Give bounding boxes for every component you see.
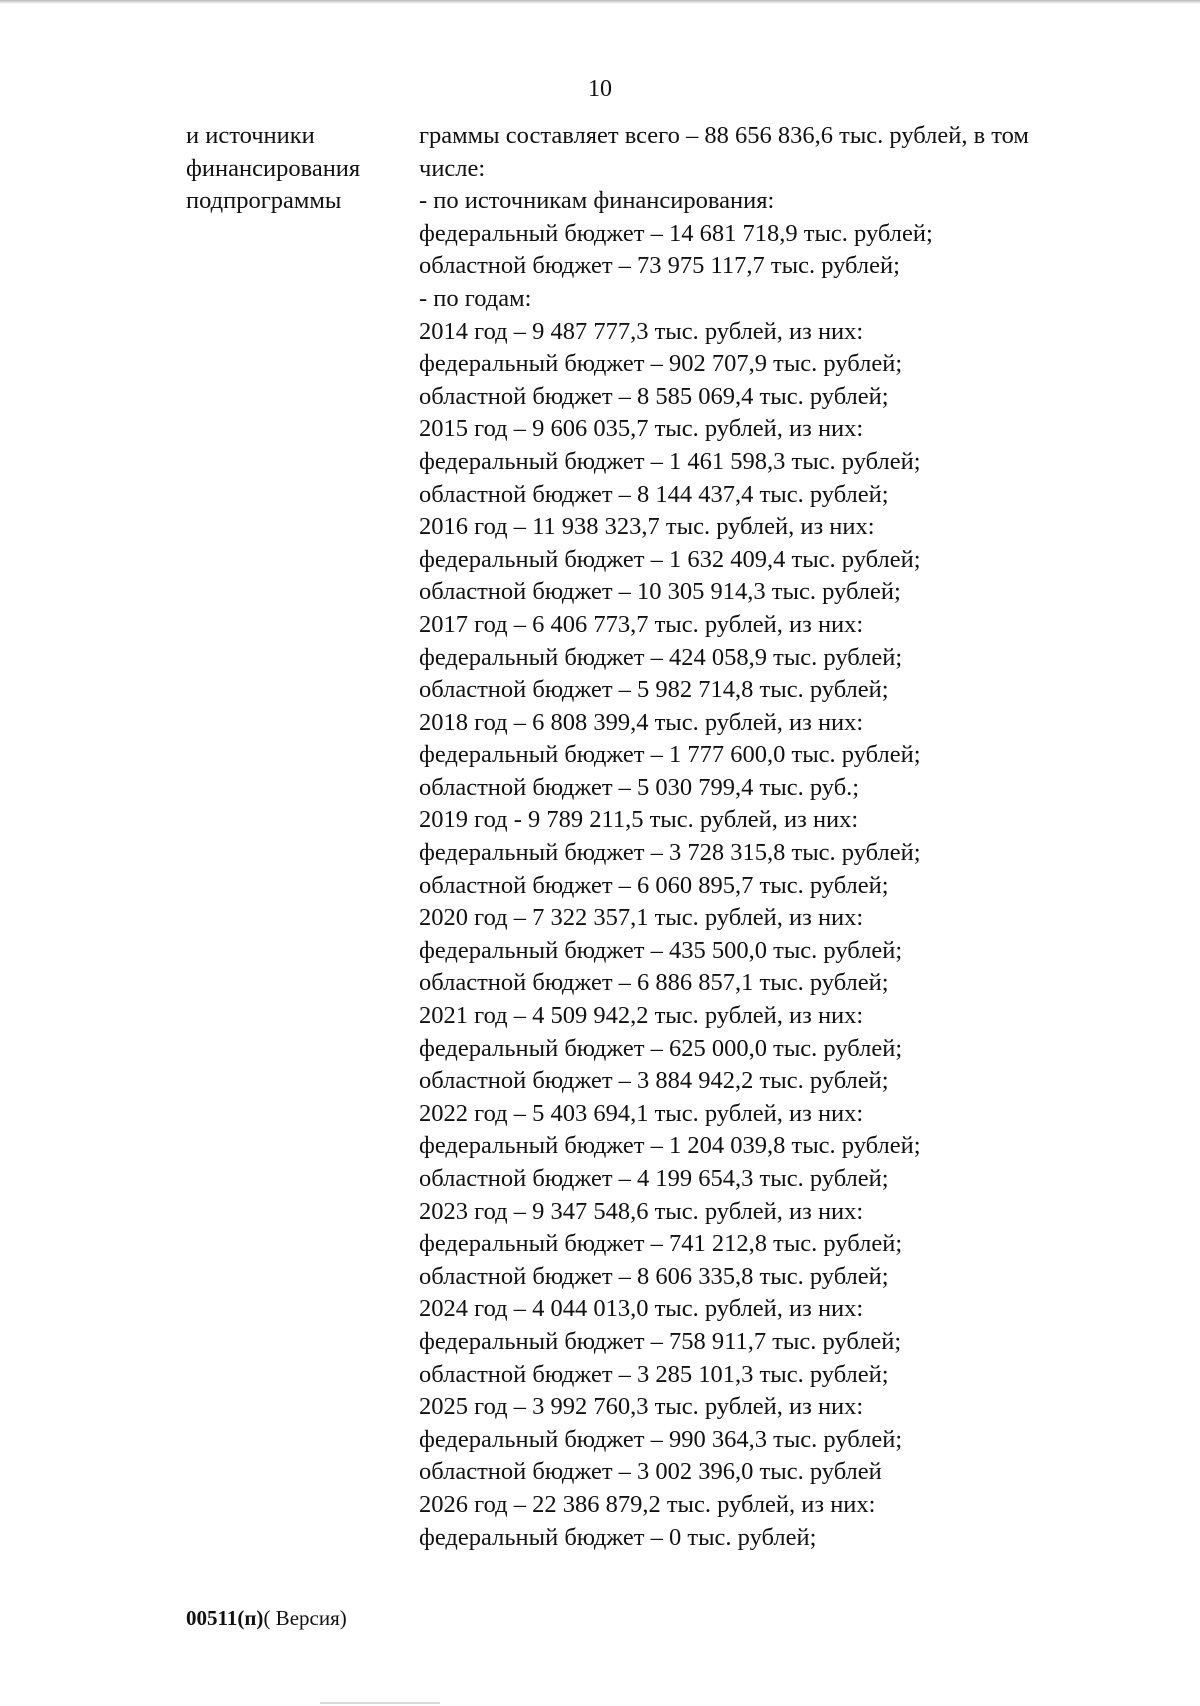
section-label-line: подпрограммы <box>186 187 342 215</box>
financing-line: областной бюджет – 4 199 654,3 тыс. рублей; <box>419 1165 889 1192</box>
financing-line: 2019 год - 9 789 211,5 тыс. рублей, из них: <box>419 806 859 834</box>
financing-line: федеральный бюджет – 424 058,9 тыс. рублей; <box>419 643 903 671</box>
financing-line: 2024 год – 4 044 013,0 тыс. рублей, из них: <box>419 1295 864 1323</box>
section-label-line: финансирования <box>186 154 361 182</box>
document-footer <box>186 1604 347 1632</box>
section-label-column <box>186 120 416 218</box>
scan-top-edge <box>0 0 1200 4</box>
financing-line: 2025 год – 3 992 760,3 тыс. рублей, из них: <box>419 1393 864 1421</box>
financing-line: областной бюджет – 5 982 714,8 тыс. рублей; <box>419 676 889 704</box>
financing-line: федеральный бюджет – 1 632 409,4 тыс. рублей; <box>419 545 921 573</box>
financing-line: - по источникам финансирования: <box>419 187 775 215</box>
financing-line: 2014 год – 9 487 777,3 тыс. рублей, из них: <box>419 317 864 345</box>
financing-line: федеральный бюджет – 1 204 039,8 тыс. рублей; <box>419 1132 921 1160</box>
financing-line: федеральный бюджет – 14 681 718,9 тыс. рублей; <box>419 219 933 247</box>
page-number: 10 <box>588 76 612 102</box>
financing-line: областной бюджет – 8 144 437,4 тыс. рублей; <box>419 480 889 508</box>
financing-line: областной бюджет – 8 585 069,4 тыс. рублей; <box>419 382 889 410</box>
financing-line: областной бюджет – 3 884 942,2 тыс. рублей; <box>419 1067 889 1095</box>
financing-line: областной бюджет – 8 606 335,8 тыс. рублей; <box>419 1262 889 1290</box>
financing-line: федеральный бюджет – 435 500,0 тыс. рублей; <box>419 936 903 964</box>
financing-line: 2016 год – 11 938 323,7 тыс. рублей, из них: <box>419 513 875 541</box>
financing-line: 2021 год – 4 509 942,2 тыс. рублей, из них: <box>419 1002 864 1030</box>
financing-line: областной бюджет – 3 285 101,3 тыс. рублей; <box>419 1360 889 1388</box>
financing-line: 2017 год – 6 406 773,7 тыс. рублей, из них: <box>419 610 864 638</box>
financing-line: федеральный бюджет – 0 тыс. рублей; <box>419 1523 817 1551</box>
section-label-line: и источники <box>186 122 315 149</box>
financing-line: 2018 год – 6 808 399,4 тыс. рублей, из них: <box>419 708 864 736</box>
financing-line: 2023 год – 9 347 548,6 тыс. рублей, из них: <box>419 1197 864 1225</box>
scan-bottom-edge <box>320 1702 440 1704</box>
financing-line: федеральный бюджет – 1 461 598,3 тыс. рублей; <box>419 447 921 475</box>
financing-details-column <box>419 120 1159 1554</box>
financing-line: областной бюджет – 6 886 857,1 тыс. рублей; <box>419 969 889 997</box>
financing-line: 2015 год – 9 606 035,7 тыс. рублей, из них: <box>419 415 864 443</box>
document-code: 00511(п) <box>186 1606 264 1630</box>
financing-line: федеральный бюджет – 3 728 315,8 тыс. рублей; <box>419 839 921 867</box>
financing-line: федеральный бюджет – 1 777 600,0 тыс. рублей; <box>419 741 921 769</box>
financing-line: областной бюджет – 73 975 117,7 тыс. рублей; <box>419 252 900 280</box>
financing-line: областной бюджет – 6 060 895,7 тыс. рублей; <box>419 871 889 899</box>
financing-line: федеральный бюджет – 990 364,3 тыс. рублей; <box>419 1425 903 1453</box>
financing-line: граммы составляет всего – 88 656 836,6 тыс. рублей, в том <box>419 122 1029 149</box>
financing-line: 2022 год – 5 403 694,1 тыс. рублей, из них: <box>419 1099 864 1127</box>
document-version-label: ( Версия) <box>263 1606 347 1630</box>
financing-line: числе: <box>419 154 486 182</box>
financing-line: федеральный бюджет – 625 000,0 тыс. рублей; <box>419 1034 903 1062</box>
financing-line: областной бюджет – 3 002 396,0 тыс. рублей <box>419 1458 882 1486</box>
financing-line: федеральный бюджет – 741 212,8 тыс. рублей; <box>419 1230 903 1258</box>
financing-line: 2020 год – 7 322 357,1 тыс. рублей, из них: <box>419 904 864 932</box>
financing-line: областной бюджет – 5 030 799,4 тыс. руб.; <box>419 773 860 801</box>
financing-line: федеральный бюджет – 902 707,9 тыс. рублей; <box>419 350 903 378</box>
financing-line: федеральный бюджет – 758 911,7 тыс. рублей; <box>419 1327 902 1355</box>
financing-line: 2026 год – 22 386 879,2 тыс. рублей, из них: <box>419 1490 876 1518</box>
financing-line: - по годам: <box>419 284 532 312</box>
financing-line: областной бюджет – 10 305 914,3 тыс. рублей; <box>419 578 901 606</box>
